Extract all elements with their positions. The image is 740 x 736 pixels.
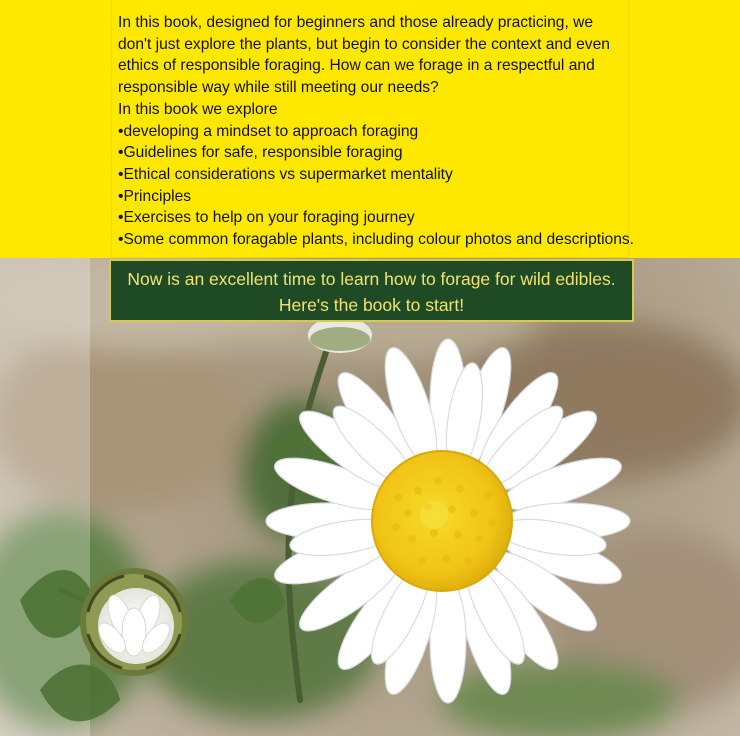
intro-paragraph: In this book, designed for beginners and those already practicing, we don't just explore the plants, but begin to consider the context and even ethics of responsible foraging. How can we forage in a respectful and responsible way while still meeting our needs? bbox=[118, 14, 610, 97]
cta-line-2: Here's the book to start! bbox=[278, 295, 465, 315]
list-item: •Guidelines for safe, responsible foraging bbox=[118, 144, 403, 162]
list-item: •Exercises to help on your foraging journey bbox=[118, 209, 415, 227]
list-item: •Principles bbox=[118, 187, 192, 205]
book-description-panel bbox=[111, 0, 635, 258]
small-bud-top bbox=[308, 317, 372, 353]
list-heading: In this book we explore bbox=[118, 100, 278, 118]
cta-line-1: Now is an excellent time to learn how to forage for wild edibles. bbox=[127, 269, 616, 289]
topics-list bbox=[118, 121, 635, 251]
list-item: •Some common foragable plants, including colour photos and descriptions. bbox=[118, 231, 635, 249]
list-item: •developing a mindset to approach foraging bbox=[118, 122, 419, 140]
cta-banner bbox=[109, 259, 634, 322]
list-item: •Ethical considerations vs supermarket mentality bbox=[118, 165, 453, 183]
bud-icon bbox=[80, 568, 188, 676]
